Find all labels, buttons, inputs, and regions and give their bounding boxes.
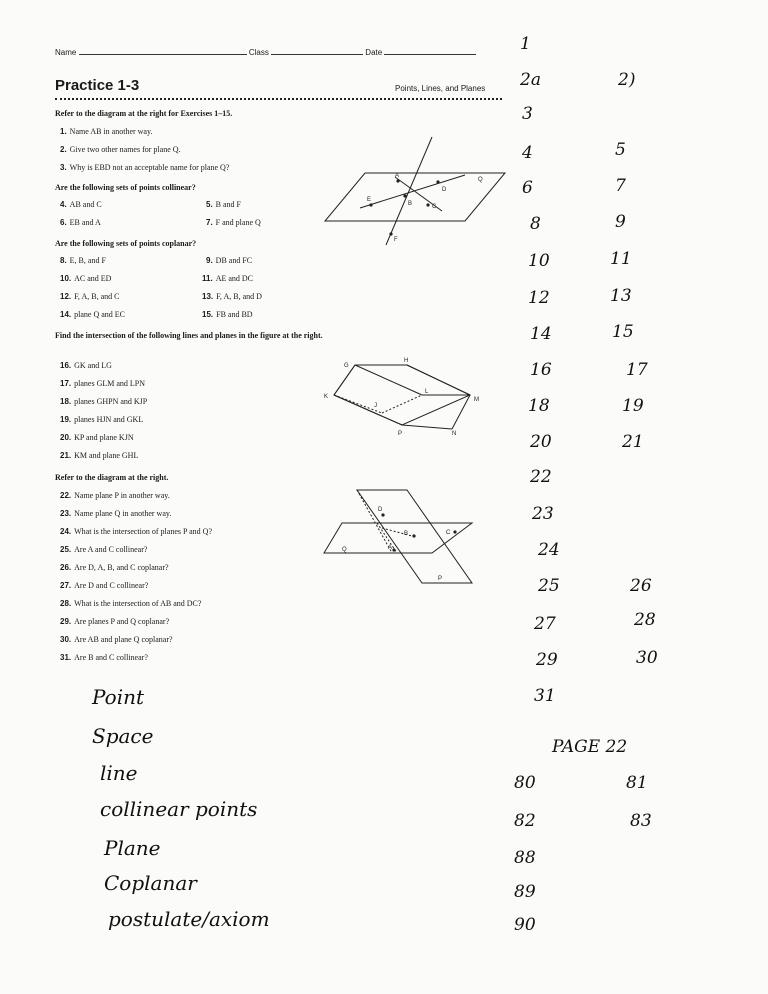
hw-83: 83 [630,811,652,831]
question-4: 4. AB and C [60,200,102,209]
hw-82: 82 [514,811,536,831]
instruction-collinear: Are the following sets of points collinear? [55,183,196,192]
question-12: 12. F, A, B, and C [60,292,120,301]
hw-90: 90 [514,915,536,935]
name-label: Name [55,48,77,57]
instruction-refer1: Refer to the diagram at the right for Exercises 1–15. [55,109,233,118]
question-8: 8. E, B, and F [60,256,106,265]
question-19: 19. planes HJN and GKL [60,415,144,424]
diagram2-label-n: N [452,431,457,437]
hw-term-line: line [100,761,138,785]
diagram1-label-a: A [395,173,400,179]
hw-9: 9 [615,212,626,232]
diagram1-label-b: B [408,201,413,207]
question-9: 9. DB and FC [206,256,253,265]
diagram3-label-q: Q [342,547,347,553]
hw-16: 16 [530,360,552,380]
question-17: 17. planes GLM and LPN [60,379,146,388]
question-7: 7. F and plane Q [206,218,261,227]
name-blank [79,47,247,55]
hw-89: 89 [514,882,536,902]
date-label: Date [365,48,383,57]
dotted-divider [55,98,502,100]
question-31: 31. Are B and C collinear? [60,653,148,662]
hw-2a: 2a [520,70,541,90]
hw-term-point: Point [92,685,145,709]
diagram1-label-d: D [442,187,447,193]
header-row [55,47,476,57]
question-24: 24. What is the intersection of planes P and Q? [60,527,213,536]
hw-15: 15 [612,322,634,342]
hw-18: 18 [528,396,550,416]
hw-27: 27 [534,614,556,634]
hw-31: 31 [534,686,556,706]
diagram2-label-g: G [344,363,349,369]
diagram-box [322,355,492,445]
question-18: 18. planes GHPN and KJP [60,397,148,406]
hw-11: 11 [610,249,632,269]
hw-term-coplanar: Coplanar [104,871,197,895]
date-blank [384,47,476,55]
hw-23: 23 [532,504,554,524]
hw-term-postulate: postulate/axiom [108,907,270,931]
diagram3-label-b: B [404,531,409,537]
hw-30: 30 [636,648,658,668]
question-22: 22. Name plane P in another way. [60,491,170,500]
hw-term-collinear: collinear points [100,797,258,821]
hw-26: 26 [630,576,652,596]
page-title: Practice 1-3 [55,77,140,94]
diagram-plane-q [320,135,510,250]
hw-7: 7 [615,176,626,196]
diagram2-label-p: P [398,431,403,437]
hw-10: 10 [528,251,550,271]
diagram-intersecting-planes [322,488,492,598]
diagram1-label-q: Q [478,177,483,183]
hw-4: 4 [522,143,533,163]
hw-22: 22 [530,467,552,487]
hw-page-22: PAGE 22 [552,737,628,757]
hw-6: 6 [522,178,533,198]
diagram1-label-f: F [394,237,398,243]
hw-28: 28 [634,610,656,630]
hw-29: 29 [536,650,558,670]
diagram2-label-l: L [425,389,429,395]
question-23: 23. Name plane Q in another way. [60,509,172,518]
hw-1: 1 [520,34,531,54]
hw-19: 19 [622,396,644,416]
diagram3-label-a: A [388,545,393,551]
hw-88: 88 [514,848,536,868]
hw-20: 20 [530,432,552,452]
hw-25: 25 [538,576,560,596]
question-21: 21. KM and plane GHL [60,451,139,460]
diagram2-label-k: K [324,394,329,400]
class-blank [271,47,363,55]
question-11: 11. AE and DC [202,274,254,283]
instruction-refer2: Refer to the diagram at the right. [55,473,169,482]
question-13: 13. F, A, B, and D [202,292,262,301]
question-3: 3. Why is EBD not an acceptable name for plane Q? [60,163,230,172]
diagram3-label-d: D [378,507,383,513]
question-14: 14. plane Q and EC [60,310,125,319]
hw-14: 14 [530,324,552,344]
hw-12: 12 [528,288,550,308]
question-25: 25. Are A and C collinear? [60,545,148,554]
diagram2-label-m: M [474,397,479,403]
question-20: 20. KP and plane KJN [60,433,134,442]
question-26: 26. Are D, A, B, and C coplanar? [60,563,169,572]
diagram2-label-h: H [404,358,409,364]
question-5: 5. B and F [206,200,242,209]
question-27: 27. Are D and C collinear? [60,581,149,590]
hw-term-plane: Plane [104,836,161,860]
diagram1-label-e: E [367,197,372,203]
hw-3: 3 [522,104,533,124]
hw-13: 13 [610,286,632,306]
diagram3-label-c: C [446,530,451,536]
instruction-intersection: Find the intersection of the following lines and planes in the figure at the right. [55,331,323,340]
question-10: 10. AC and ED [60,274,112,283]
question-28: 28. What is the intersection of AB and DC? [60,599,202,608]
hw-81: 81 [626,773,648,793]
question-30: 30. Are AB and plane Q coplanar? [60,635,173,644]
diagram2-label-j: J [374,403,377,409]
hw-8: 8 [530,214,541,234]
question-1: 1. Name AB in another way. [60,127,153,136]
question-15: 15. FB and BD [202,310,253,319]
hw-2b: 2) [618,70,636,90]
question-16: 16. GK and LG [60,361,112,370]
diagram3-label-p: P [438,576,443,582]
hw-5: 5 [615,140,626,160]
class-label: Class [248,48,269,57]
page-subtitle: Points, Lines, and Planes [395,84,486,93]
hw-term-space: Space [92,724,154,748]
diagram1-label-c: C [432,204,437,210]
instruction-coplanar: Are the following sets of points coplanar? [55,239,197,248]
question-6: 6. EB and A [60,218,101,227]
question-2: 2. Give two other names for plane Q. [60,145,181,154]
question-29: 29. Are planes P and Q coplanar? [60,617,170,626]
hw-80: 80 [514,773,536,793]
hw-17: 17 [626,360,648,380]
hw-21: 21 [622,432,644,452]
hw-24: 24 [538,540,560,560]
